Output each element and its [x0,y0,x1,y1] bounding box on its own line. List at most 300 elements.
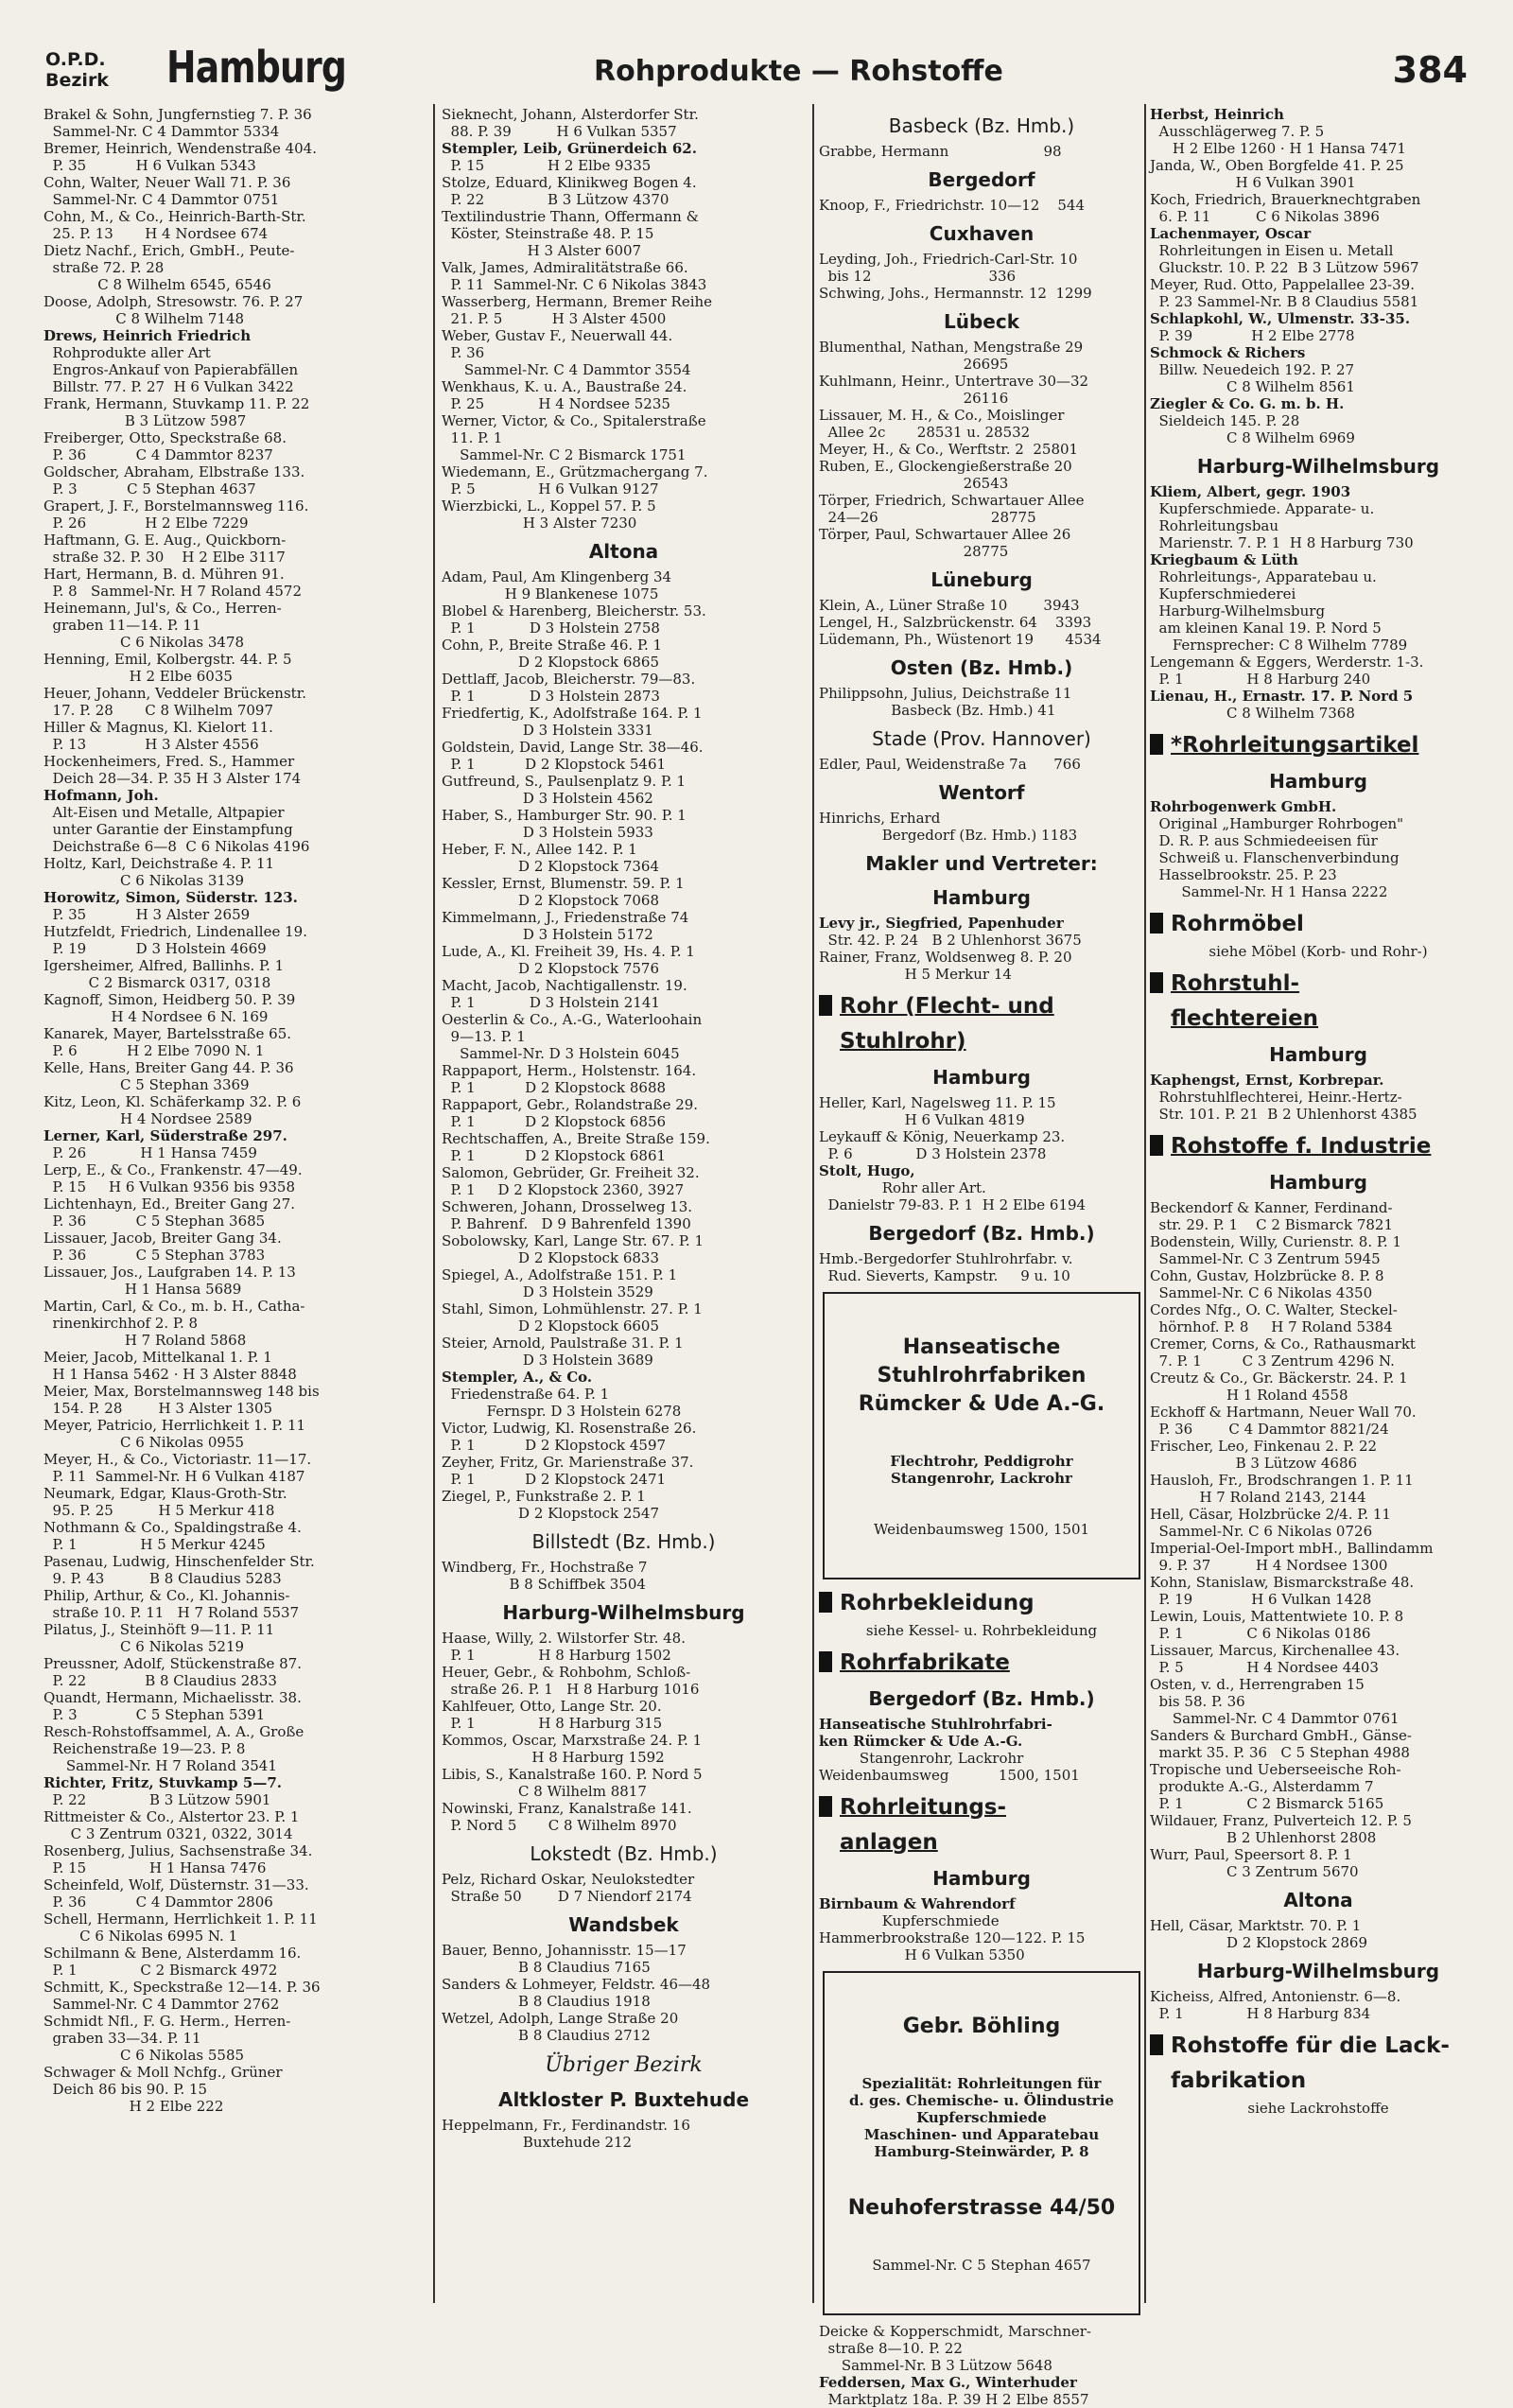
listing-line: Schweiß u. Flanschenverbindung [1150,849,1400,866]
listing-line: Feddersen, Max G., Winterhuder [819,2374,1077,2391]
listing-line: Kohn, Stanislaw, Bismarckstraße 48. [1150,1574,1415,1591]
listing-line: P. Bahrenf. D 9 Bahrenfeld 1390 [442,1215,691,1232]
listing-line: Deicke & Kopperschmidt, Marschner- [819,2323,1091,2340]
see-also: siehe Möbel (Korb- und Rohr-) [1209,943,1428,960]
listing-line: H 5 Merkur 14 [819,966,1012,983]
listing-line: Heber, F. N., Allee 142. P. 1 [442,841,637,858]
listing-line: P. 1 C 2 Bismarck 4972 [43,1962,278,1979]
listing-line: D 2 Klopstock 6833 [442,1249,659,1266]
listing-line: C 6 Nikolas 5585 [43,2047,245,2064]
column-3 [819,106,1144,2408]
listing-line: Sammel-Nr. C 4 Dammtor 0751 [43,191,280,208]
listing-line: C 2 Bismarck 0317, 0318 [43,974,271,991]
listing-line: P. 15 H 2 Elbe 9335 [442,157,652,174]
listing-line: Friedenstraße 64. P. 1 [442,1386,610,1403]
listing-line: P. 15 H 6 Vulkan 9356 bis 9358 [43,1178,295,1195]
listing-line: Schmidt Nfl., F. G. Herm., Herren- [43,2013,291,2030]
listing-line: P. 6 H 2 Elbe 7090 N. 1 [43,1042,265,1059]
listing-line: H 7 Roland 2143, 2144 [1150,1489,1366,1506]
page-header [45,42,1468,100]
listing-line: B 3 Lützow 5987 [43,412,247,429]
section-heading: Wentorf [938,781,1025,804]
listing-line: Rohrstuhlflechterei, Heinr.-Hertz- [1150,1089,1402,1106]
listing-line: Hasselbrookstr. 25. P. 23 [1150,866,1337,883]
listing-line: Stolze, Eduard, Klinikweg Bogen 4. [442,174,697,191]
listing-line: P. 36 C 5 Stephan 3783 [43,1247,266,1264]
listing-line: D 3 Holstein 3689 [442,1352,653,1369]
listing-group [1150,1072,1487,1123]
listing-line: H 6 Vulkan 4819 [819,1111,1025,1128]
listing-line: Schell, Hermann, Herrlichkeit 1. P. 11 [43,1911,318,1928]
listing-line: P. 1 H 8 Harburg 1502 [442,1647,671,1664]
listing-line: P. 1 D 3 Holstein 2758 [442,619,660,637]
listing-line: Sieldeich 145. P. 28 [1150,412,1300,429]
listing-line: Harburg-Wilhelmsburg [1150,602,1326,619]
listing-line: Haftmann, G. E. Aug., Quickborn- [43,532,287,549]
square-bullet-icon [1150,913,1163,934]
square-bullet-icon [819,1796,832,1817]
listing-group [819,1716,1144,1784]
listing-line: 26695 [819,356,1009,373]
listing-line: P. 26 H 2 Elbe 7229 [43,515,249,532]
column-1 [43,106,427,2300]
listing-line: Bergedorf (Bz. Hmb.) 1183 [819,827,1078,844]
column-divider [1144,104,1146,2303]
listing-line: Rappaport, Herm., Holstenstr. 164. [442,1062,697,1079]
listing-line: H 6 Vulkan 5350 [819,1946,1025,1963]
listing-line: 25. P. 13 H 4 Nordsee 674 [43,225,269,242]
listing-line: 95. P. 25 H 5 Merkur 418 [43,1502,275,1519]
listing-line: Fernsprecher: C 8 Wilhelm 7789 [1150,637,1408,654]
section-heading: Bergedorf (Bz. Hmb.) [868,1222,1095,1245]
listing-line: Sammel-Nr. C 6 Nikolas 4350 [1150,1284,1373,1301]
listing-line: Schlapkohl, W., Ulmenstr. 33-35. [1150,310,1411,327]
category-heading: Rohrleitungs- [819,1791,1144,1823]
square-bullet-icon [1150,734,1163,755]
listing-line: Marktplatz 18a. P. 39 H 2 Elbe 8557 [819,2391,1089,2408]
listing-line: Haase, Willy, 2. Wilstorfer Str. 48. [442,1630,686,1647]
listing-line: Wasserberg, Hermann, Bremer Reihe [442,293,713,310]
listing-line: H 3 Alster 7230 [442,515,637,532]
listing-line: Heuer, Johann, Veddeler Brückenstr. [43,685,306,702]
listing-line: Tropische und Ueberseeische Roh- [1150,1761,1401,1778]
listing-line: Preussner, Adolf, Stückenstraße 87. [43,1655,302,1672]
listing-line: Cordes Nfg., O. C. Walter, Steckel- [1150,1301,1398,1318]
listing-line: Windberg, Fr., Hochstraße 7 [442,1559,648,1576]
ad-address: Weidenbaumsweg 1500, 1501 [873,1521,1090,1538]
listing-line: Koch, Friedrich, Brauerknechtgraben [1150,191,1421,208]
listing-line: Haber, S., Hamburger Str. 90. P. 1 [442,807,687,824]
listing-line: Kupferschmiede. Apparate- u. [1150,500,1375,517]
listing-line: 17. P. 28 C 8 Wilhelm 7097 [43,702,274,719]
listing-line: straße 72. P. 28 [43,259,165,276]
section-heading: Billstedt (Bz. Hmb.) [531,1530,716,1553]
listing-line: Beckendorf & Kanner, Ferdinand- [1150,1199,1393,1216]
section-subheading: Hamburg [1269,1043,1367,1066]
section-heading: Lüneburg [930,568,1033,591]
category-heading: Rohr (Flecht- und [819,990,1144,1022]
listing-line: 154. P. 28 H 3 Alster 1305 [43,1400,273,1417]
listing-line: Stahl, Simon, Lohmühlenstr. 27. P. 1 [442,1300,703,1317]
listing-line: 26116 [819,390,1009,407]
listing-line: Wurr, Paul, Speersort 8. P. 1 [1150,1846,1352,1863]
listing-line: Birnbaum & Wahrendorf [819,1895,1016,1912]
listing-line: Hofmann, Joh. [43,787,159,804]
listing-line: d. ges. Chemische- u. Ölindustrie [849,2092,1114,2109]
listing-line: C 8 Wilhelm 7368 [1150,705,1355,722]
listing-group [442,106,806,532]
square-bullet-icon [1150,1135,1163,1156]
listing-line: P. 36 C 4 Dammtor 8821/24 [1150,1421,1389,1438]
listing-line: Alt-Eisen und Metalle, Altpapier [43,804,285,821]
listing-line: Eckhoff & Hartmann, Neuer Wall 70. [1150,1404,1417,1421]
listing-line: Wildauer, Franz, Pulverteich 12. P. 5 [1150,1812,1412,1829]
listing-line: Str. 101. P. 21 B 2 Uhlenhorst 4385 [1150,1106,1417,1123]
listing-line: Rohr aller Art. [819,1179,986,1196]
listing-line: Scheinfeld, Wolf, Düsternstr. 31—33. [43,1876,309,1893]
category-heading: Stuhlrohr) [840,1029,966,1054]
listing-line: H 2 Elbe 1260 · H 1 Hansa 7471 [1150,140,1406,157]
listing-line: Lerner, Karl, Süderstraße 297. [43,1127,287,1144]
listing-group [442,2117,806,2151]
listing-line: Sammel-Nr. C 6 Nikolas 0726 [1150,1523,1373,1540]
listing-line: Janda, W., Oben Borgfelde 41. P. 25 [1150,157,1404,174]
listing-line: Rohrleitungs-, Apparatebau u. [1150,568,1377,585]
listing-line: H 8 Harburg 1592 [442,1749,665,1766]
listing-line: 28775 [819,543,1009,560]
listing-line: straße 8—10. P. 22 [819,2340,963,2357]
listing-line: Pasenau, Ludwig, Hinschenfelder Str. [43,1553,315,1570]
section-heading: Lübeck [943,310,1020,333]
listing-line: B 8 Schiffbek 3504 [442,1576,646,1593]
section-heading: Altona [1283,1889,1353,1911]
listing-line: D 2 Klopstock 6865 [442,654,659,671]
section-heading: Harburg-Wilhelmsburg [502,1601,745,1624]
listing-line: Heuer, Gebr., & Rohbohm, Schloß- [442,1664,691,1681]
listing-line: D 2 Klopstock 2869 [1150,1934,1367,1951]
listing-line: P. 1 D 2 Klopstock 4597 [442,1437,667,1454]
listing-line: Holtz, Karl, Deichstraße 4. P. 11 [43,855,275,872]
listing-line: Henning, Emil, Kolbergstr. 44. P. 5 [43,651,292,668]
listing-line: P. 23 Sammel-Nr. B 8 Claudius 5581 [1150,293,1419,310]
listing-line: C 8 Wilhelm 6545, 6546 [43,276,271,293]
listing-line: P. 22 B 3 Lützow 5901 [43,1791,271,1808]
listing-line: 26543 [819,475,1009,492]
category-heading: Rohstoffe für die Lack- [1150,2030,1487,2062]
listing-line: Werner, Victor, & Co., Spitalerstraße [442,412,706,429]
listing-line: P. 26 H 1 Hansa 7459 [43,1144,257,1161]
listing-line: Original „Hamburger Rohrbogen" [1150,815,1404,832]
listing-line: D 2 Klopstock 6605 [442,1317,659,1335]
advertisement-box [823,1292,1140,1579]
ad-title: Hanseatische Stuhlrohrfabriken Rümcker & Ude A.-G. [858,1335,1105,1416]
listing-line: P. 36 [442,344,485,361]
listing-line: hörnhof. P. 8 H 7 Roland 5384 [1150,1318,1393,1335]
listing-line: Hutzfeldt, Friedrich, Lindenallee 19. [43,923,307,940]
listing-line: Danielstr 79-83. P. 1 H 2 Elbe 6194 [819,1196,1087,1213]
listing-line: Kessler, Ernst, Blumenstr. 59. P. 1 [442,875,685,892]
listing-line: H 6 Vulkan 3901 [1150,174,1356,191]
listing-line: D 2 Klopstock 7364 [442,858,659,875]
listing-line: Spiegel, A., Adolfstraße 151. P. 1 [442,1266,678,1283]
listing-line: Cremer, Corns, & Co., Rathausmarkt [1150,1335,1416,1352]
section-heading: Osten (Bz. Hmb.) [890,656,1073,679]
listing-line: H 7 Roland 5868 [43,1332,247,1349]
listing-line: Friedfertig, K., Adolfstraße 164. P. 1 [442,705,703,722]
listing-line: P. 1 C 6 Nikolas 0186 [1150,1625,1371,1642]
category-heading: flechtereien [1171,1006,1319,1031]
listing-line: D 3 Holstein 3529 [442,1283,653,1300]
listing-line: Hell, Cäsar, Holzbrücke 2/4. P. 11 [1150,1506,1391,1523]
listing-line: C 6 Nikolas 5219 [43,1638,245,1655]
section-heading: Bergedorf [928,168,1035,191]
listing-group [442,1942,806,2044]
listing-line: P. 36 C 4 Dammtor 2806 [43,1893,273,1911]
listing-line: Schweren, Johann, Drosselweg 13. [442,1198,693,1215]
listing-line: Frischer, Leo, Finkenau 2. P. 22 [1150,1438,1378,1455]
listing-line: Stolt, Hugo, [819,1162,915,1179]
listing-line: Lerp, E., & Co., Frankenstr. 47—49. [43,1161,303,1178]
listing-line: P. 1 D 2 Klopstock 2360, 3927 [442,1181,685,1198]
listing-line: Stempler, Leib, Grünerdeich 62. [442,140,697,157]
listing-line: Bremer, Heinrich, Wendenstraße 404. [43,140,317,157]
section-heading: Stade (Prov. Hannover) [872,727,1091,750]
listing-line: Nowinski, Franz, Kanalstraße 141. [442,1800,692,1817]
listing-line: Kliem, Albert, gegr. 1903 [1150,483,1351,500]
listing-group [1150,106,1487,446]
listing-line: P. 36 C 4 Dammtor 8237 [43,446,273,463]
listing-line: Schwager & Moll Nchfg., Grüner [43,2064,283,2081]
listing-line: Sammel-Nr. C 4 Dammtor 0761 [1150,1710,1400,1727]
listing-line: P. 22 B 3 Lützow 4370 [442,191,670,208]
listing-line: B 2 Uhlenhorst 2808 [1150,1829,1377,1846]
listing-line: Rappaport, Gebr., Rolandstraße 29. [442,1096,699,1113]
listing-line: Stangenrohr, Lackrohr [819,1750,1024,1767]
listing-line: C 3 Zentrum 5670 [1150,1863,1359,1880]
listing-line: Sieknecht, Johann, Alsterdorfer Str. [442,106,699,123]
listing-line: P. 1 D 2 Klopstock 2471 [442,1471,667,1488]
listing-line: Adam, Paul, Am Klingenberg 34 [442,568,672,585]
listing-line: C 6 Nikolas 3478 [43,634,245,651]
category-heading: Rohrbekleidung [819,1587,1144,1619]
listing-line: Brakel & Sohn, Jungfernstieg 7. P. 36 [43,106,312,123]
listing-line: P. 35 H 3 Alster 2659 [43,906,251,923]
listing-group [819,1094,1144,1213]
listing-line: Creutz & Co., Gr. Bäckerstr. 24. P. 1 [1150,1370,1408,1387]
section-subheading: Hamburg [932,1867,1031,1890]
listing-line: Schmock & Richers [1150,344,1306,361]
listing-line: Rohrleitungen in Eisen u. Metall [1150,242,1394,259]
listing-line: Sammel-Nr. D 3 Holstein 6045 [442,1045,680,1062]
listing-line: Sammel-Nr. H 7 Roland 3541 [43,1757,277,1774]
listing-line: Schwing, Johs., Hermannstr. 12 1299 [819,285,1092,302]
listing-line: P. 19 H 6 Vulkan 1428 [1150,1591,1372,1608]
listing-line: Leyding, Joh., Friedrich-Carl-Str. 10 [819,251,1078,268]
see-also: siehe Kessel- u. Rohrbekleidung [865,1622,1098,1639]
listing-line: Valk, James, Admiralitätstraße 66. [442,259,688,276]
listing-line: Kelle, Hans, Breiter Gang 44. P. 36 [43,1059,294,1076]
listing-line: D 2 Klopstock 7576 [442,960,659,977]
listing-line: Hmb.-Bergedorfer Stuhlrohrfabr. v. [819,1250,1073,1267]
category-heading: Rohstoffe f. Industrie [1150,1130,1487,1162]
listing-line: C 8 Wilhelm 8561 [1150,378,1355,395]
listing-line: Hamburg-Steinwärder, P. 8 [874,2143,1089,2160]
listing-line: Hausloh, Fr., Brodschrangen 1. P. 11 [1150,1472,1414,1489]
listing-line: D 3 Holstein 5933 [442,824,653,841]
ad-lines [832,2075,1131,2160]
listing-line: B 8 Claudius 1918 [442,1993,651,2010]
city-title: Hamburg [166,42,347,93]
listing-line: 7. P. 1 C 3 Zentrum 4296 N. [1150,1352,1395,1370]
listing-line: Hammerbrookstraße 120—122. P. 15 [819,1929,1086,1946]
square-bullet-icon [1150,2034,1163,2055]
ad-title: Gebr. Böhling [902,2015,1061,2038]
listing-line: Hiller & Magnus, Kl. Kielort 11. [43,719,273,736]
listing-line: Kanarek, Mayer, Bartelsstraße 65. [43,1025,292,1042]
listing-line: H 2 Elbe 6035 [43,668,233,685]
listing-line: graben 11—14. P. 11 [43,617,201,634]
section-subheading: Hamburg [1269,1171,1367,1194]
listing-line: Kitz, Leon, Kl. Schäferkamp 32. P. 6 [43,1093,302,1110]
listing-line: Ruben, E., Glockengießerstraße 20 [819,458,1072,475]
listing-line: 21. P. 5 H 3 Alster 4500 [442,310,667,327]
opd-label: O.P.D. Bezirk [45,49,109,91]
listing-line: 11. P. 1 [442,429,503,446]
listing-line: Sanders & Burchard GmbH., Gänse- [1150,1727,1412,1744]
listing-line: am kleinen Kanal 19. P. Nord 5 [1150,619,1382,637]
listing-line: Engros-Ankauf von Papierabfällen [43,361,299,378]
listing-line: Ziegler & Co. G. m. b. H. [1150,395,1345,412]
listing-line: P. 6 D 3 Holstein 2378 [819,1145,1047,1162]
listing-line: Textilindustrie Thann, Offermann & [442,208,699,225]
listing-line: Hockenheimers, Fred. S., Hammer [43,753,295,770]
listing-line: Billw. Neuedeich 192. P. 27 [1150,361,1355,378]
listing-line: Meyer, H., & Co., Werftstr. 2 25801 [819,441,1079,458]
listing-line: D. R. P. aus Schmiedeeisen für [1150,832,1378,849]
listing-line: Levy jr., Siegfried, Papenhuder [819,915,1064,932]
listing-line: 9. P. 43 B 8 Claudius 5283 [43,1570,282,1587]
listing-line: C 6 Nikolas 3139 [43,872,245,889]
listing-line: Billstr. 77. P. 27 H 6 Vulkan 3422 [43,378,294,395]
listing-line: Lissauer, Jos., Laufgraben 14. P. 13 [43,1264,296,1281]
listing-line: Osten, v. d., Herrengraben 15 [1150,1676,1365,1693]
page-title: Rohprodukte — Rohstoffe [594,55,1003,88]
listing-line: C 5 Stephan 3369 [43,1076,250,1093]
listing-line: Rittmeister & Co., Alstertor 23. P. 1 [43,1808,300,1825]
listing-line: Kahlfeuer, Otto, Lange Str. 20. [442,1698,662,1715]
listing-line: C 8 Wilhelm 8817 [442,1783,647,1800]
listing-line: H 4 Nordsee 2589 [43,1110,252,1127]
listing-line: C 6 Nikolas 0955 [43,1434,245,1451]
listing-line: B 3 Lützow 4686 [1150,1455,1358,1472]
listing-line: Heller, Karl, Nagelsweg 11. P. 15 [819,1094,1056,1111]
listing-line: Blobel & Harenberg, Bleicherstr. 53. [442,602,706,619]
listing-line: Buxtehude 212 [442,2134,633,2151]
listing-line: Hell, Cäsar, Marktstr. 70. P. 1 [1150,1917,1362,1934]
column-divider [812,104,814,2303]
listing-line: Knoop, F., Friedrichstr. 10—12 544 [819,197,1085,214]
listing-line: Ziegel, P., Funkstraße 2. P. 1 [442,1488,646,1505]
listing-line: Pilatus, J., Steinhöft 9—11. P. 11 [43,1621,275,1638]
listing-line: D 2 Klopstock 2547 [442,1505,659,1522]
listing-line: Kimmelmann, J., Friedenstraße 74 [442,909,689,926]
listing-line: Stangenrohr, Lackrohr [891,1470,1072,1487]
listing-line: Pelz, Richard Oskar, Neulokstedter [442,1871,695,1888]
listing-group [819,197,1144,214]
listing-line: Deichstraße 6—8 C 6 Nikolas 4196 [43,838,310,855]
listing-line: Meyer, Rud. Otto, Pappelallee 23-39. [1150,276,1415,293]
listing-line: Sammel-Nr. C 3 Zentrum 5945 [1150,1250,1381,1267]
listing-group [819,1895,1144,1963]
listing-group [819,597,1144,648]
listing-line: ken Rümcker & Ude A.-G. [819,1733,1023,1750]
listing-line: produkte A.-G., Alsterdamm 7 [1150,1778,1374,1795]
listing-line: Heppelmann, Fr., Ferdinandstr. 16 [442,2117,690,2134]
listing-line: str. 29. P. 1 C 2 Bismarck 7821 [1150,1216,1393,1233]
section-heading: Harburg-Wilhelmsburg [1196,1960,1440,1982]
listing-line: Neumark, Edgar, Klaus-Groth-Str. [43,1485,287,1502]
ad-address: Neuhoferstrasse 44/50 [847,2196,1116,2220]
square-bullet-icon [819,995,832,1016]
listing-line: P. 1 D 3 Holstein 2873 [442,688,660,705]
listing-line: Törper, Paul, Schwartauer Allee 26 [819,526,1071,543]
listing-line: P. 35 H 6 Vulkan 5343 [43,157,256,174]
listing-group [819,251,1144,302]
section-heading: Altkloster P. Buxtehude [497,2088,750,2111]
listing-line: bis 12 336 [819,268,1017,285]
listing-line: unter Garantie der Einstampfung [43,821,293,838]
listing-line: Martin, Carl, & Co., m. b. H., Catha- [43,1298,305,1315]
listing-line: D 3 Holstein 5172 [442,926,653,943]
listing-line: Gutfreund, S., Paulsenplatz 9. P. 1 [442,773,687,790]
listing-line: Lissauer, M. H., & Co., Moislinger [819,407,1065,424]
section-heading: Harburg-Wilhelmsburg [1196,455,1440,478]
listing-line: H 1 Hansa 5462 · H 3 Alster 8848 [43,1366,297,1383]
listing-line: Str. 42. P. 24 B 2 Uhlenhorst 3675 [819,932,1082,949]
listing-line: Goldstein, David, Lange Str. 38—46. [442,739,704,756]
listing-group [1150,1199,1487,1880]
listing-line: Steier, Arnold, Paulstraße 31. P. 1 [442,1335,684,1352]
listing-line: Drews, Heinrich Friedrich [43,327,252,344]
listing-line: P. 11 Sammel-Nr. H 6 Vulkan 4187 [43,1468,305,1485]
listing-line: P. 19 D 3 Holstein 4669 [43,940,267,957]
listing-line: Meier, Max, Borstelmannsweg 148 bis [43,1383,320,1400]
listing-line: Fernspr. D 3 Holstein 6278 [442,1403,682,1420]
category-heading: fabrikation [1171,2068,1307,2093]
listing-line: Cohn, Walter, Neuer Wall 71. P. 36 [43,174,291,191]
listing-line: Schmitt, K., Speckstraße 12—14. P. 36 [43,1979,321,1996]
listing-line: straße 32. P. 30 H 2 Elbe 3117 [43,549,286,566]
square-bullet-icon [819,1592,832,1613]
listing-line: Philip, Arthur, & Co., Kl. Johannis- [43,1587,290,1604]
listing-line: Sammel-Nr. H 1 Hansa 2222 [1150,883,1388,900]
listing-line: Weidenbaumsweg 1500, 1501 [819,1767,1080,1784]
listing-line: Oesterlin & Co., A.-G., Waterloohain [442,1011,703,1028]
listing-line: Wierzbicki, L., Koppel 57. P. 5 [442,497,656,515]
listing-line: P. 11 Sammel-Nr. C 6 Nikolas 3843 [442,276,707,293]
listing-group [442,1871,806,1905]
listing-line: P. 8 Sammel-Nr. H 7 Roland 4572 [43,583,302,600]
listing-line: Rohprodukte aller Art [43,344,211,361]
listing-line: Kicheiss, Alfred, Antonienstr. 6—8. [1150,1988,1401,2005]
listing-line: C 8 Wilhelm 6969 [1150,429,1355,446]
listing-line: Sanders & Lohmeyer, Feldstr. 46—48 [442,1976,711,1993]
listing-group [442,1559,806,1593]
listing-line: Allee 2c 28531 u. 28532 [819,424,1031,441]
see-also: siehe Lackrohstoffe [1247,2100,1389,2117]
listing-line: Kupferschmiede [819,1912,1000,1929]
listing-group [819,339,1144,560]
